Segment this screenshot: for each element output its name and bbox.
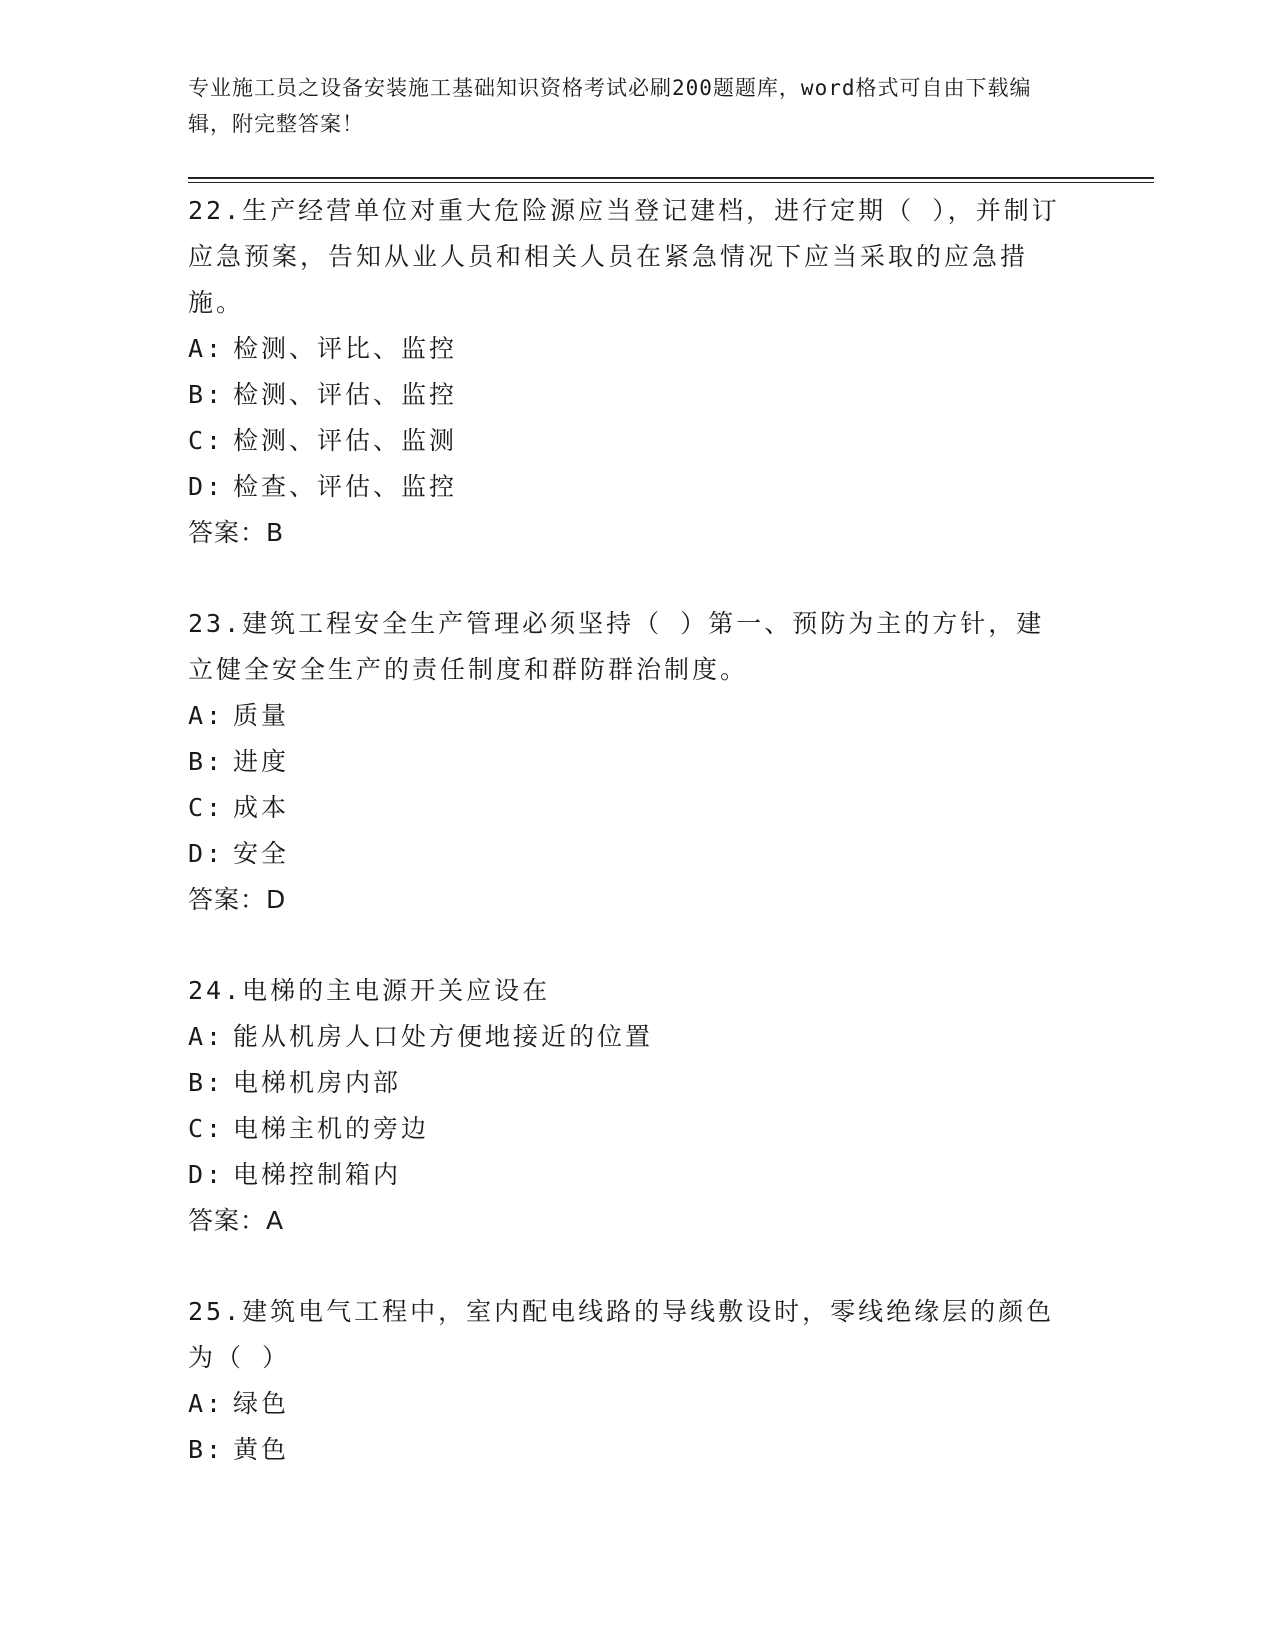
option-d bbox=[188, 831, 1068, 877]
option-letter: A: bbox=[188, 1389, 225, 1418]
option-letter: B: bbox=[188, 747, 225, 776]
option-letter: A: bbox=[188, 701, 225, 730]
option-text: 能从机房人口处方便地接近的位置 bbox=[233, 1022, 654, 1051]
option-a bbox=[188, 1381, 1068, 1427]
option-text: 黄色 bbox=[233, 1435, 290, 1464]
option-text: 电梯主机的旁边 bbox=[233, 1114, 430, 1143]
question-text: 22.生产经营单位对重大危险源应当登记建档，进行定期（ ），并制订应急预案，告知从业人员和相关人员在紧急情况下应当采取的应急措施。 bbox=[188, 196, 1060, 317]
option-d bbox=[188, 464, 1068, 510]
question-list bbox=[188, 188, 1068, 1518]
option-text: 安全 bbox=[233, 839, 290, 868]
header-divider-thick bbox=[188, 177, 1154, 179]
option-c bbox=[188, 785, 1068, 831]
option-a bbox=[188, 693, 1068, 739]
option-b bbox=[188, 1060, 1068, 1106]
option-letter: D: bbox=[188, 839, 225, 868]
document-header: 专业施工员之设备安装施工基础知识资格考试必刷200题题库，word格式可自由下载编辑，附完整答案！ bbox=[188, 76, 1032, 136]
question-text: 25.建筑电气工程中，室内配电线路的导线敷设时，零线绝缘层的颜色为（ ） bbox=[188, 1297, 1055, 1372]
option-text: 成本 bbox=[233, 793, 290, 822]
option-a bbox=[188, 1014, 1068, 1060]
option-text: 电梯控制箱内 bbox=[233, 1160, 402, 1189]
header-divider-thin bbox=[188, 182, 1154, 183]
question-text: 23.建筑工程安全生产管理必须坚持（ ）第一、预防为主的方针，建立健全安全生产的责任制度和群防群治制度。 bbox=[188, 609, 1045, 684]
question-25 bbox=[188, 1289, 1068, 1473]
option-letter: B: bbox=[188, 1068, 225, 1097]
option-text: 电梯机房内部 bbox=[233, 1068, 402, 1097]
option-c bbox=[188, 1106, 1068, 1152]
option-text: 检测、评估、监测 bbox=[233, 426, 458, 455]
option-text: 质量 bbox=[233, 701, 290, 730]
answer-label: 答案：D bbox=[188, 885, 287, 914]
answer-label: 答案：B bbox=[188, 518, 285, 547]
option-b bbox=[188, 372, 1068, 418]
option-letter: A: bbox=[188, 1022, 225, 1051]
option-b bbox=[188, 739, 1068, 785]
option-letter: C: bbox=[188, 1114, 225, 1143]
option-c bbox=[188, 418, 1068, 464]
answer-label: 答案：A bbox=[188, 1206, 285, 1235]
option-text: 检查、评估、监控 bbox=[233, 472, 458, 501]
option-letter: D: bbox=[188, 472, 225, 501]
option-text: 绿色 bbox=[233, 1389, 290, 1418]
option-letter: D: bbox=[188, 1160, 225, 1189]
question-22 bbox=[188, 188, 1068, 556]
option-d bbox=[188, 1152, 1068, 1198]
question-24 bbox=[188, 968, 1068, 1244]
option-letter: B: bbox=[188, 1435, 225, 1464]
option-a bbox=[188, 326, 1068, 372]
option-b bbox=[188, 1427, 1068, 1473]
question-23 bbox=[188, 601, 1068, 923]
option-text: 检测、评估、监控 bbox=[233, 380, 458, 409]
option-letter: B: bbox=[188, 380, 225, 409]
option-text: 进度 bbox=[233, 747, 290, 776]
option-text: 检测、评比、监控 bbox=[233, 334, 458, 363]
question-text: 24.电梯的主电源开关应设在 bbox=[188, 976, 551, 1005]
option-letter: C: bbox=[188, 793, 225, 822]
option-letter: A: bbox=[188, 334, 225, 363]
option-letter: C: bbox=[188, 426, 225, 455]
